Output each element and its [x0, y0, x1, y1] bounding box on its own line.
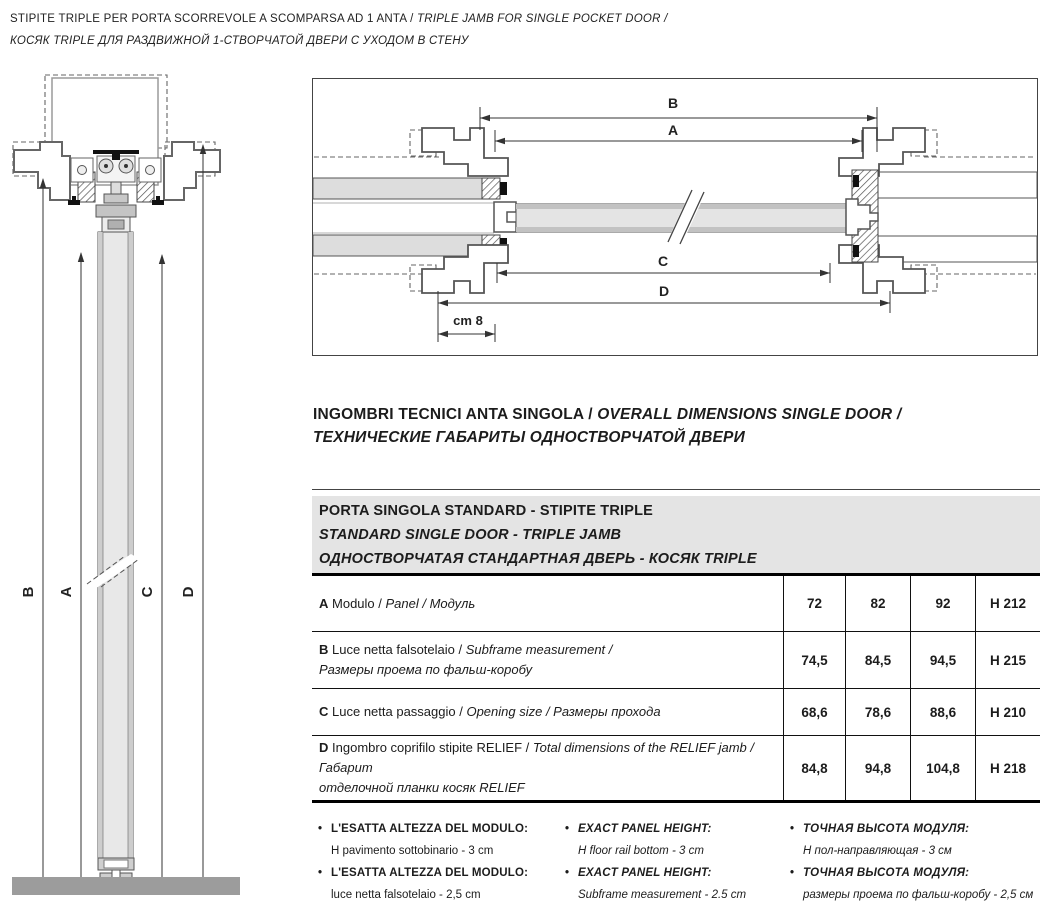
title-italian: STIPITE TRIPLE PER PORTA SCORREVOLE A SCOMPARSA AD 1 ANTA /: [10, 13, 417, 25]
table-row-c: [312, 689, 1040, 736]
door-top-rail: [96, 205, 136, 232]
cell-value: 92: [910, 576, 975, 631]
cell-value: H 210: [975, 689, 1040, 735]
note-title: [318, 818, 556, 840]
row-label-line2: отделочной планки косяк RELIEF: [319, 780, 525, 795]
row-label-en-ru: Total dimensions of the RELIEF jamb / Габарит: [319, 740, 754, 775]
cell-value: 68,6: [783, 689, 845, 735]
note-title-text: ТОЧНАЯ ВЫСОТА МОДУЛЯ:: [803, 823, 970, 835]
row-label-en-ru: Panel / Модуль: [385, 595, 476, 611]
dimension-a: [495, 130, 862, 152]
table-row-b: [312, 632, 1040, 689]
cell-value: H 218: [975, 736, 1040, 800]
table-header-line1: PORTA SINGOLA STANDARD - STIPITE TRIPLE: [319, 503, 654, 519]
page-title-line2: [10, 30, 668, 52]
cell-value: 78,6: [845, 689, 910, 735]
cell-value: 74,5: [783, 632, 845, 688]
row-label-en-ru: Subframe measurement /: [465, 642, 613, 657]
table-row-d: [312, 736, 1040, 800]
row-label-it: Luce netta falsotelaio /: [332, 642, 466, 657]
cell-value: H 212: [975, 576, 1040, 631]
section-heading-line1: [313, 403, 901, 426]
note-body: Н пол-направляющая - 3 см: [803, 845, 952, 857]
note-body: размеры проема по фальш-коробу - 2,5 см: [803, 889, 1034, 901]
door-panel: [98, 232, 133, 859]
floor-guide: [98, 858, 134, 879]
note-title: [565, 862, 785, 884]
title-russian: КОСЯК TRIPLE ДЛЯ РАЗДВИЖНОЙ 1-СТВОРЧАТОЙ ДВЕРИ С УХОДОМ В СТЕНУ: [10, 35, 469, 47]
notes-italian: [318, 818, 556, 906]
row-label: [312, 632, 783, 688]
note-body: Subframe measurement - 2.5 cm: [578, 889, 747, 901]
notes-russian: [790, 818, 1048, 906]
dim-label-c: C: [139, 586, 156, 598]
section-heading-line2: [313, 426, 901, 449]
note-title: [318, 862, 556, 884]
dimensions-table: [312, 573, 1040, 803]
dim-label-c: C: [657, 253, 669, 269]
row-label-line2: Размеры проема по фальш-коробу: [319, 662, 533, 677]
bullet-icon: •: [790, 823, 795, 835]
row-label-it: Luce netta passaggio /: [332, 704, 467, 719]
note-body: luce netta falsotelaio - 2,5 cm: [331, 889, 481, 901]
dim-label-d: D: [180, 586, 197, 598]
row-label-it: Modulo /: [332, 595, 386, 611]
cell-value: 94,5: [910, 632, 975, 688]
dim-label-d: D: [658, 283, 670, 299]
table-top-rule: [312, 489, 1040, 490]
cell-value: 72: [783, 576, 845, 631]
table-header-line3: ОДНОСТВОРЧАТАЯ СТАНДАРТНАЯ ДВЕРЬ - КОСЯК TRIPLE: [319, 551, 757, 567]
bullet-icon: •: [318, 867, 323, 879]
bullet-icon: •: [790, 867, 795, 879]
cell-value: 82: [845, 576, 910, 631]
note-body: H pavimento sottobinario - 3 cm: [331, 845, 494, 857]
cell-value: 88,6: [910, 689, 975, 735]
note-title: [790, 862, 1048, 884]
note-title-text: ТОЧНАЯ ВЫСОТА МОДУЛЯ:: [803, 867, 970, 879]
bullet-icon: •: [565, 823, 570, 835]
bullet-icon: •: [565, 867, 570, 879]
heading-english: OVERALL DIMENSIONS SINGLE DOOR /: [597, 406, 902, 423]
dim-label-a: A: [667, 122, 679, 138]
plan-section-drawing: [312, 78, 1038, 356]
dim-label-cm8: cm 8: [453, 313, 483, 328]
note-title-text: L'ESATTA ALTEZZA DEL MODULO:: [331, 867, 529, 879]
note-title-text: L'ESATTA ALTEZZA DEL MODULO:: [331, 823, 529, 835]
note-title-text: EXACT PANEL HEIGHT:: [578, 867, 712, 879]
dim-label-b: B: [20, 586, 37, 598]
dimension-b: [480, 107, 877, 152]
row-label: [312, 576, 783, 631]
note-title: [790, 818, 1048, 840]
cell-value: 84,8: [783, 736, 845, 800]
row-label-en-ru: Opening size / Размеры прохода: [466, 704, 661, 719]
note-title: [565, 818, 785, 840]
row-label-it: Ingombro coprifilo stipite RELIEF /: [332, 740, 533, 755]
right-wall-bands: [878, 172, 1037, 262]
title-english: TRIPLE JAMB FOR SINGLE POCKET DOOR /: [416, 13, 668, 25]
row-key: C: [319, 704, 329, 719]
table-row-a: [312, 576, 1040, 632]
row-key: B: [319, 642, 329, 657]
note-body: H floor rail bottom - 3 cm: [578, 845, 704, 857]
page-title: [10, 8, 668, 52]
cell-value: 104,8: [910, 736, 975, 800]
section-heading: [313, 403, 901, 449]
table-header: [312, 496, 1040, 573]
note-title-text: EXACT PANEL HEIGHT:: [578, 823, 712, 835]
floor-bar: [12, 877, 240, 895]
heading-italian: INGOMBRI TECNICI ANTA SINGOLA /: [313, 406, 598, 423]
vertical-section-drawing: [5, 70, 240, 900]
table-header-line2: STANDARD SINGLE DOOR - TRIPLE JAMB: [319, 527, 622, 543]
row-key: D: [319, 740, 329, 755]
cell-value: 84,5: [845, 632, 910, 688]
row-label: [312, 736, 783, 800]
door-edge-profile: [494, 202, 516, 232]
row-key: A: [319, 595, 329, 611]
dim-label-a: A: [58, 586, 75, 598]
heading-russian: ТЕХНИЧЕСКИЕ ГАБАРИТЫ ОДНОСТВОРЧАТОЙ ДВЕРИ: [313, 429, 745, 446]
dim-label-b: B: [667, 95, 679, 111]
cell-value: H 215: [975, 632, 1040, 688]
row-label: [312, 689, 783, 735]
cell-value: 94,8: [845, 736, 910, 800]
notes-english: [565, 818, 785, 906]
bullet-icon: •: [318, 823, 323, 835]
page-title-line1: [10, 8, 668, 30]
